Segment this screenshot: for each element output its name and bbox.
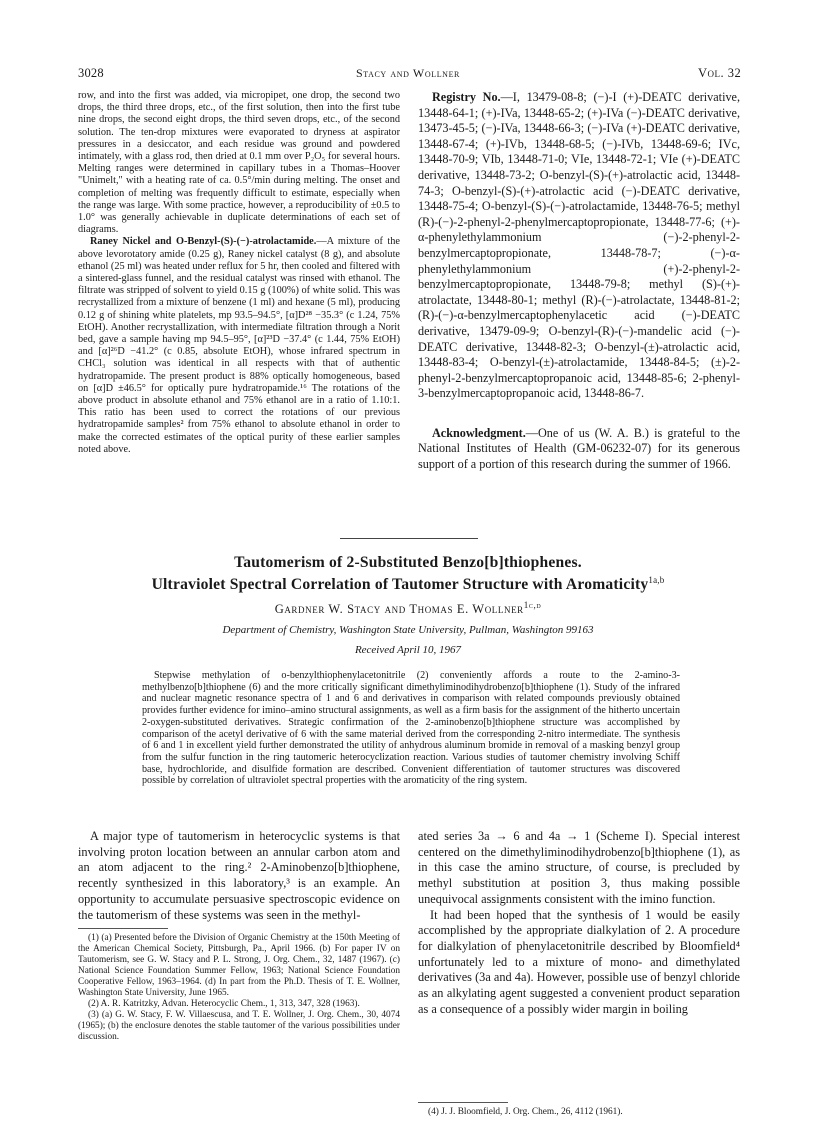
footnotes-right bbox=[418, 1097, 740, 1118]
article-divider bbox=[340, 538, 478, 539]
article-title-line-1: Tautomerism of 2-Substituted Benzo[b]thiophenes. bbox=[234, 554, 582, 571]
experimental-paragraph: row, and into the first was added, via micropipet, one drop, the second two drops, the third three drops, etc., of the first solution, then into the first tube nine drops, the second eight drops, the third seven drops, etc., of the second solution. The ten-drop mixtures were evaporated to dryness at aspirator pressures in a desiccator, and each residue was ground and powdered intimately, with a glass rod, then dried at 0.1 mm over P₂O₅ for several hours. Melting ranges were determined in capillary tubes in a Thomas–Hoover "Unimelt," with a heating rate of ca. 0.5°/min during melting. The onset and completion of melting was frequently difficult to estimate, especially when the range was large. With some practice, however, a reproducibility of ±0.5 to 1.0° was generally achievable in duplicate determinations of each set of diagrams. bbox=[78, 90, 400, 236]
title-text: Ultraviolet Spectral Correlation of Tautomer Structure with Aromaticity bbox=[151, 576, 649, 593]
title-footnote-ref: 1a,b bbox=[648, 574, 665, 585]
intro-paragraph: A major type of tautomerism in heterocyclic systems is that involving proton location between an annular carbon atom and an atom adjacent to the ring.² 2-Aminobenzo[b]thiophene, recently synthesized in this laboratory,³ is an example. An opportunity to accumulate persuasive spectroscopic evidence on the tautomerism of these systems was seen in the methyl- bbox=[78, 829, 400, 922]
abstract bbox=[142, 670, 680, 787]
section-heading: Raney Nickel and O-Benzyl-(S)-(−)-atrolactamide. bbox=[90, 236, 317, 248]
page-number: 3028 bbox=[78, 66, 104, 80]
acknowledgment-heading: Acknowledgment. bbox=[432, 425, 526, 440]
footnotes bbox=[78, 933, 400, 1043]
article-authors bbox=[0, 599, 816, 617]
previous-article-experimental bbox=[78, 90, 400, 456]
footnote: (3) (a) G. W. Stacy, F. W. Villaescusa, and T. E. Wollner, J. Org. Chem., 30, 4074 (1965); (b) the enclosure denotes the stable tautomer of the various possibilities under discussion. bbox=[78, 1010, 400, 1043]
footnote: (2) A. R. Katritzky, Advan. Heterocyclic Chem., 1, 313, 347, 328 (1963). bbox=[88, 999, 360, 1010]
affiliation: Department of Chemistry, Washington State University, Pullman, Washington 99163 bbox=[222, 624, 594, 636]
volume-label: Vol. 32 bbox=[698, 66, 742, 80]
footnote-rule bbox=[78, 928, 168, 929]
abstract-text: Stepwise methylation of o-benzylthiophenylacetonitrile (2) conveniently affords a route to the 2-amino-3-methylbenzo[b]thiophene (6) and the more critically significant dimethyliminodihydrobenzo[b]thiophene (1). Study of the infrared and nuclear magnetic resonance spectra of 1 and 6 and derivatives in comparison with related compounds previously obtained provides further evidence for imino–amino structural assignments, as well as a firm basis for the assignment of the hitherto uncertain 2-oxygen-substituted derivatives. Strategic confirmation of the 2-aminobenzo[b]thiophene structure was accomplished by comparison of the acetyl derivative of 6 with the same material derived from the corresponding 2-nitro intermediate. The synthesis of 6 and 1 in excellent yield further demonstrated the utility of anhydrous aluminum bromide in removal of a masking benzyl group from the sulfur function in the ring tautomeric heterocyclization reaction. Various studies of tautomer chemistry involving Schiff base, hydrochloride, and disulfide formation are described. Convenient differentiation of tautomer structures was discovered possible by correlation of ultraviolet spectral properties with the aromaticity of the ring system. bbox=[142, 670, 680, 787]
footnote: (4) J. J. Bloomfield, J. Org. Chem., 26, 4112 (1961). bbox=[428, 1107, 623, 1117]
article-title-line-2 bbox=[0, 576, 816, 594]
acknowledgment-paragraph bbox=[418, 426, 740, 473]
acknowledgment-text: —One of us (W. A. B.) is grateful to the National Institutes of Health (GM-06232-07) for its generous support of a portion of this research during the summer of 1966. bbox=[418, 425, 740, 472]
registry-heading: Registry No. bbox=[432, 90, 501, 104]
body-paragraph: ated series 3a → 6 and 4a → 1 (Scheme I). Special interest centered on the dimethyliminodihydrobenzo[b]thiophene (1), as in this case the amino structure, of course, is precluded by methyl substitution at position 3, thus making possible unequivocal assignments consistent with the imino function. bbox=[418, 829, 740, 906]
experimental-paragraph bbox=[78, 236, 400, 456]
body-paragraph: It had been hoped that the synthesis of 1 would be easily accomplished by the appropriate dialkylation of 2. A procedure for dialkylation of phenylacetonitrile described by Bloomfield⁴ unfortunately led to a mixture of mono- and dimethylated derivatives (3a and 4a). However, possible use of benzyl chloride as an alkylating agent suggested a convenient product separation as a consequence of a possibly wider margin in boiling bbox=[418, 907, 740, 1016]
body-right-column bbox=[418, 829, 740, 1017]
registry-paragraph bbox=[418, 90, 740, 402]
paragraph-text: —A mixture of the above levorotatory amide (0.25 g), Raney nickel catalyst (8 g), and absolute ethanol (25 ml) was heated under reflux for 5 hr, then cooled and filtered with a sintered-glass funnel, and the residual catalyst was rinsed with ethanol. The filtrate was stripped of solvent to yield 0.15 g (100%) of white solid. This was recrystallized from a mixture of benzene (1 ml) and hexane (5 ml), producing 0.12 g of shining white platelets, mp 93.5–94.5°, [α]D²⁸ −35.3° (c 1.24, 75% EtOH). Another recrystallization, with intermediate filtration through a Norit bed, gave a sample having mp 94.5–95°, [α]²³D −37.4° (c 1.44, 75% EtOH) and [α]²⁶D −41.2° (c 0.85, absolute EtOH), whose infrared spectrum in CHCl₃ solution was identical in all respects with that of authentic hydratropamide. The present product is 88% optically homogeneous, based on [α]D ±46.5° for optically pure hydratropamide.¹⁶ The rotations of the above product in absolute ethanol and 75% ethanol are in a ratio of 1.10:1. This ratio has been used to correct the rotations of our previous hydratropamide samples² from 75% ethanol to absolute ethanol in order to make the corrected estimates of the optical purity of these earlier samples noted above. bbox=[78, 236, 400, 455]
authors-text: Gardner W. Stacy and Thomas E. Wollner bbox=[274, 602, 524, 616]
previous-article-registry bbox=[418, 90, 740, 473]
footnotes bbox=[418, 1107, 740, 1118]
footnote: (1) (a) Presented before the Division of Organic Chemistry at the 150th Meeting of the American Chemical Society, Pittsburgh, Pa., April 1966. (b) For paper IV on Tautomerism, see G. W. Stacy and P. L. Strong, J. Org. Chem., 32, 1487 (1967). (c) National Science Foundation Summer Fellow, 1963; National Science Foundation Cooperative Fellow, 1963–1964. (d) In part from the Ph.D. Thesis of T. E. Wollner, Washington State University, June 1965. bbox=[78, 933, 400, 999]
received-date: Received April 10, 1967 bbox=[354, 644, 462, 656]
authors-footnote-ref: 1c,d bbox=[523, 599, 542, 610]
running-title: Stacy and Wollner bbox=[355, 66, 460, 80]
registry-text: —I, 13479-08-8; (−)-I (+)-DEATC derivative, 13448-64-1; (+)-IVa, 13448-65-2; (+)-IVa (−)-DEATC derivative, 13473-45-5; (−)-IVa, 13448-66-3; (−)-IVa (+)-DEATC derivative, 13448-67-4; (+)-IVb, 13448-68-5; (−)-IVb, 13448-69-6; IVc, 13448-70-9; VIb, 13448-71-0; VIe, 13448-72-1; VIe (+)-DEATC derivative, 13448-73-2; O-benzyl-(S)-(+)-atrolactic acid, 13448-74-3; O-benzyl-(S)-(+)-atrolactic acid (−)-DEATC derivative, 13448-75-4; O-benzyl-(S)-(−)-atrolactamide, 13448-76-5; methyl (R)-(−)-2-phenyl-2-phenylmercaptopropionate, 13448-77-6; (+)-α-phenylethylammonium (−)-2-phenyl-2-benzylmercaptopropionate, 13448-78-7; (−)-α-phenylethylammonium (+)-2-phenyl-2-benzylmercaptopropionate, 13448-79-8; methyl (S)-(+)-atrolactate, 13448-80-1; methyl (R)-(−)-atrolactate, 13448-81-2; (R)-(−)-α-benzylmercaptophenylacetic acid (−)-DEATC derivative, 13479-09-9; O-benzyl-(R)-(−)-mandelic acid (−)-DEATC derivative, 13448-82-3; O-benzyl-(±)-atrolactic acid, 13448-83-4; O-benzyl-(±)-atrolactamide, 13448-84-5; (±)-2-phenyl-2-benzylmercaptopropanoic acid, 13448-85-6; 2-phenyl-3-benzylmercaptopropanoic acid, 13448-86-7. bbox=[418, 90, 741, 401]
body-left-column bbox=[78, 829, 400, 1043]
footnote-rule bbox=[418, 1102, 508, 1103]
